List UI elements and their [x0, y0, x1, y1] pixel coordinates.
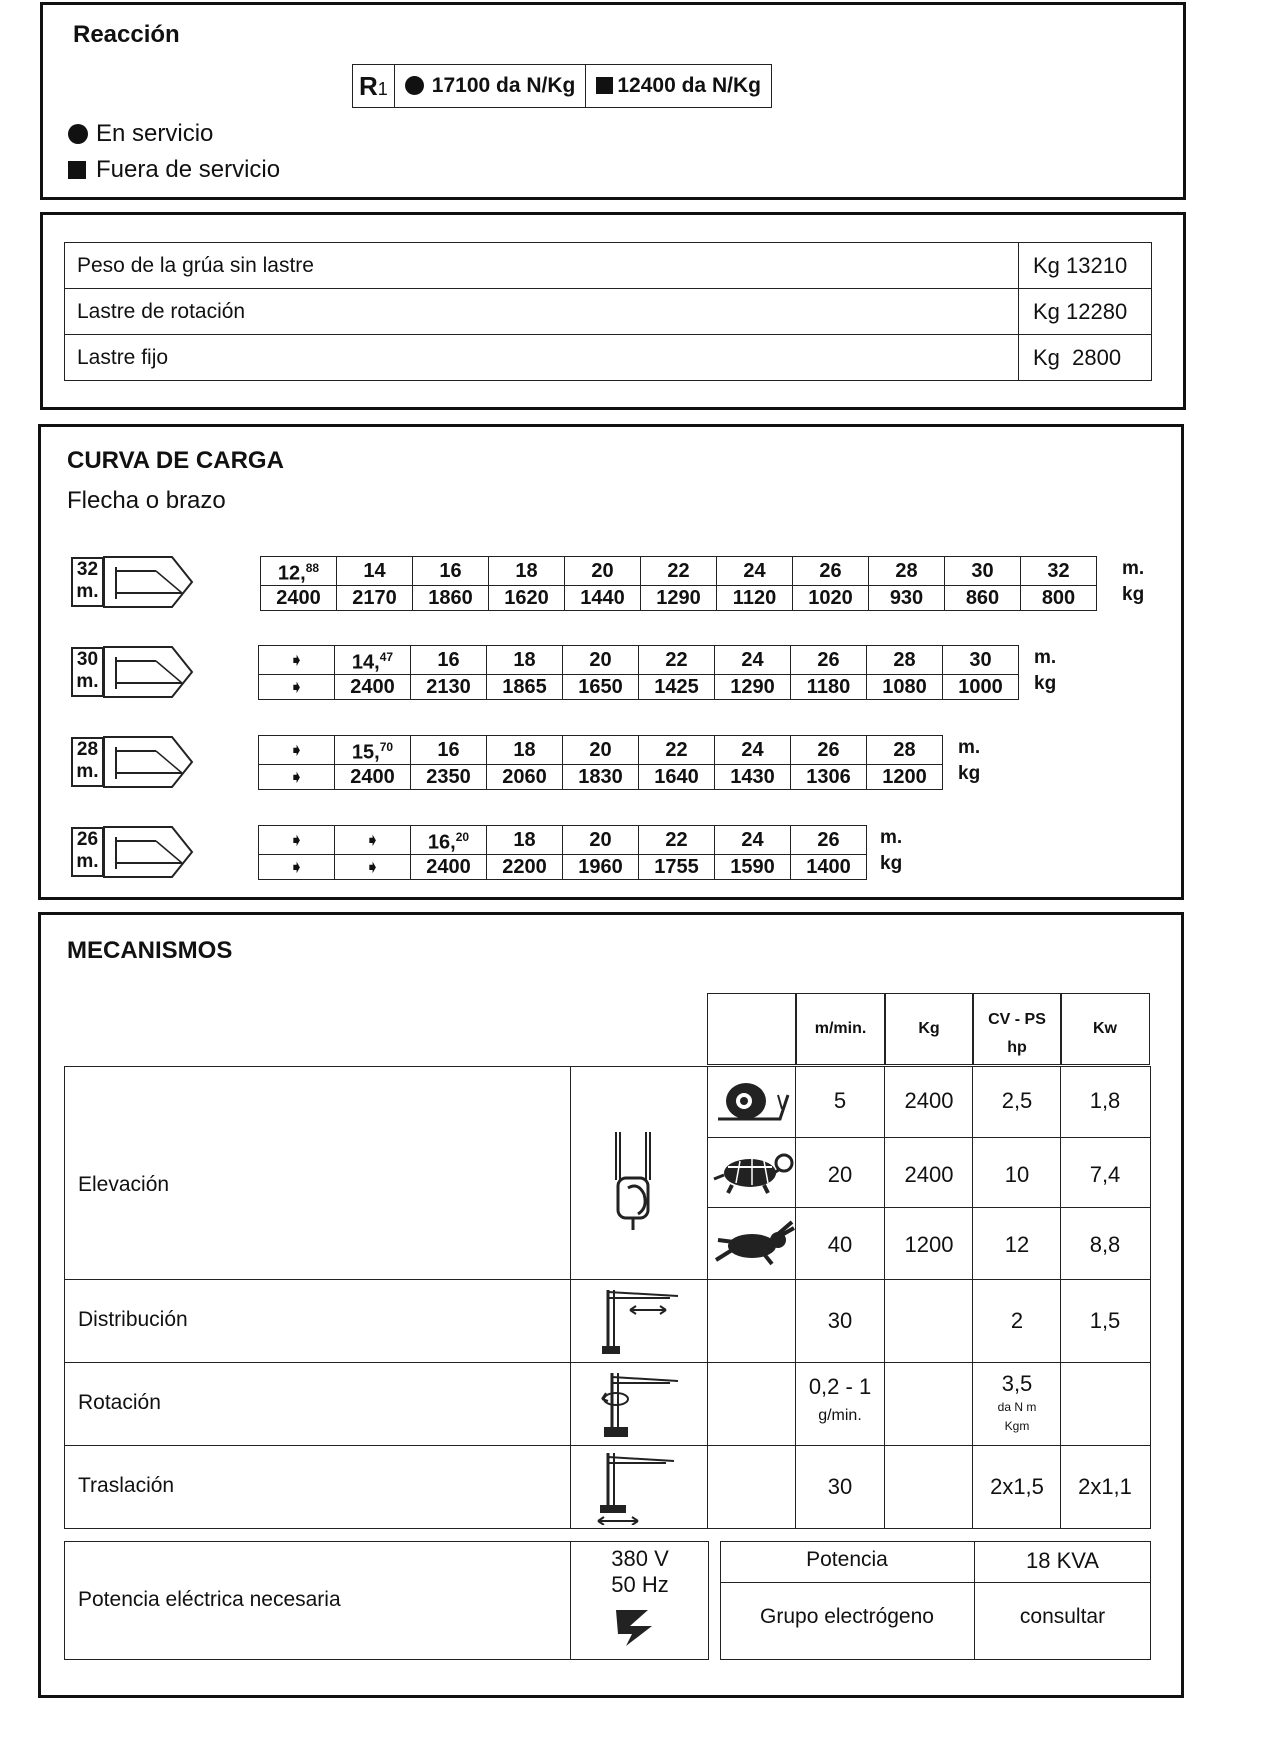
load-table-30	[258, 645, 1019, 700]
load-cell: 1830	[563, 764, 639, 789]
r1-label	[353, 65, 395, 108]
distance-cell: 20	[563, 736, 639, 765]
distance-cell: 22	[639, 826, 715, 855]
load-cell: 1865	[487, 674, 563, 699]
load-cell: 2400	[261, 585, 337, 610]
distance-cell: 26	[791, 826, 867, 855]
load-cell: 1620	[489, 585, 565, 610]
jib-32-icon	[64, 555, 194, 611]
rotacion-cv-unit2: Kgm	[1004, 1419, 1030, 1433]
jib-length: 26	[76, 829, 99, 850]
load-cell: 2400	[335, 674, 411, 699]
distance-cell: 14,47	[335, 646, 411, 675]
distance-cell: 30	[943, 646, 1019, 675]
speed-header: m/min.	[795, 993, 886, 1065]
distance-cell: 26	[791, 646, 867, 675]
load-cell: 1290	[641, 585, 717, 610]
distance-row	[259, 646, 1019, 675]
distribucion-speed: 30	[827, 1308, 853, 1333]
jib-unit: m.	[76, 851, 99, 872]
grid-line	[64, 1445, 1151, 1446]
en-servicio-reaction	[394, 65, 586, 108]
distance-row	[259, 826, 867, 855]
grid-line	[707, 1207, 1151, 1208]
distance-cell: 16,20	[411, 826, 487, 855]
load-table-26	[258, 825, 867, 880]
load-row	[261, 585, 1097, 610]
load-cell: 1120	[717, 585, 793, 610]
fuera-servicio-value: 12400 da N/Kg	[617, 74, 761, 97]
distance-cell: 26	[791, 736, 867, 765]
legend-en-servicio	[68, 120, 213, 148]
snail-icon	[714, 1077, 794, 1127]
grid-line	[720, 1582, 1151, 1583]
table-row	[65, 289, 1152, 335]
grid-line	[707, 1066, 708, 1529]
jib-30-icon	[64, 645, 194, 701]
load-cell: 800	[1021, 585, 1097, 610]
kg-header: Kg	[884, 993, 974, 1065]
crane-rotation-icon	[598, 1369, 680, 1439]
distance-cell: 24	[715, 736, 791, 765]
grupo-electrogeno-label: Grupo electrógeno	[760, 1605, 934, 1628]
rotacion-speed-unit: g/min.	[818, 1407, 862, 1424]
unit-m: m.	[1122, 558, 1145, 579]
load-cell: 1440	[565, 585, 641, 610]
circle-icon	[68, 124, 88, 144]
curva-title: CURVA DE CARGA	[67, 447, 284, 474]
load-cell: 1020	[793, 585, 869, 610]
unit-kg: kg	[880, 853, 903, 874]
reaccion-title: Reacción	[73, 21, 180, 48]
jib-26-icon	[64, 825, 194, 881]
voltage-label	[571, 1546, 709, 1598]
turtle-icon	[712, 1145, 796, 1197]
distance-cell: 18	[489, 557, 565, 586]
arrow-icon: ➧	[259, 646, 335, 675]
distance-row	[259, 736, 943, 765]
arrow-icon: ➧	[259, 764, 335, 789]
r-subscript: 1	[377, 78, 388, 99]
voltage-value: 380 V	[611, 1546, 669, 1571]
distance-row	[261, 557, 1097, 586]
load-cell: 1000	[943, 674, 1019, 699]
curva-subtitle: Flecha o brazo	[67, 487, 226, 514]
pesos-table	[64, 242, 1152, 381]
grid-line	[570, 1066, 571, 1529]
hp-label: hp	[1007, 1039, 1027, 1056]
load-row	[259, 674, 1019, 699]
grid-line	[884, 1066, 885, 1529]
distribucion-cv: 2	[1010, 1308, 1024, 1333]
jib-unit: m.	[76, 581, 99, 602]
traslacion-cv: 2x1,5	[990, 1474, 1044, 1499]
jib-length: 30	[76, 649, 99, 670]
units-26	[880, 825, 902, 877]
load-cell: 930	[869, 585, 945, 610]
distance-cell: 16	[413, 557, 489, 586]
distance-cell: 20	[565, 557, 641, 586]
jib-length-label	[71, 647, 104, 697]
distance-cell: 18	[487, 826, 563, 855]
traslacion-kw: 2x1,1	[1078, 1474, 1132, 1499]
kw-header: Kw	[1060, 993, 1150, 1065]
load-cell: 2170	[337, 585, 413, 610]
distance-cell: 24	[717, 557, 793, 586]
elevacion-label: Elevación	[78, 1173, 170, 1196]
load-cell: 1080	[867, 674, 943, 699]
load-cell: 2400	[411, 854, 487, 879]
distance-cell: 20	[563, 826, 639, 855]
grid-line	[64, 1362, 1151, 1363]
load-cell: 2060	[487, 764, 563, 789]
arrow-icon: ➧	[335, 854, 411, 879]
rotacion-cv-unit: da N m	[997, 1400, 1037, 1414]
elev-snail-kw: 1,8	[1089, 1088, 1121, 1113]
rotacion-speed	[795, 1374, 885, 1429]
distance-cell: 28	[867, 736, 943, 765]
distance-cell: 12,88	[261, 557, 337, 586]
rabbit-icon	[712, 1218, 796, 1268]
lastre-rotacion-value: Kg 12280	[1019, 289, 1152, 335]
jib-28-icon	[64, 735, 194, 791]
distance-cell: 20	[563, 646, 639, 675]
potencia-label: Potencia	[806, 1548, 888, 1571]
arrow-icon: ➧	[335, 826, 411, 855]
elev-turtle-kg: 2400	[904, 1162, 954, 1187]
crane-trolley-icon	[600, 1286, 680, 1356]
load-cell: 1180	[791, 674, 867, 699]
circle-icon	[405, 76, 424, 95]
load-cell: 860	[945, 585, 1021, 610]
jib-length: 32	[76, 559, 99, 580]
elev-turtle-cv: 10	[1004, 1162, 1030, 1187]
jib-length: 28	[76, 739, 99, 760]
load-cell: 1430	[715, 764, 791, 789]
arrow-icon: ➧	[259, 854, 335, 879]
distance-cell: 15,70	[335, 736, 411, 765]
load-cell: 1650	[563, 674, 639, 699]
elev-snail-cv: 2,5	[1001, 1088, 1033, 1113]
load-cell: 1590	[715, 854, 791, 879]
distance-cell: 22	[639, 646, 715, 675]
jib-unit: m.	[76, 761, 99, 782]
distribucion-kw: 1,5	[1089, 1308, 1121, 1333]
load-table-32	[260, 556, 1097, 611]
table-row	[65, 243, 1152, 289]
unit-kg: kg	[958, 763, 981, 784]
load-table-28	[258, 735, 943, 790]
grupo-electrogeno-value: consultar	[1019, 1605, 1106, 1628]
distance-cell: 26	[793, 557, 869, 586]
distance-cell: 16	[411, 736, 487, 765]
distance-cell: 28	[869, 557, 945, 586]
lastre-fijo-value: Kg 2800	[1019, 335, 1152, 381]
units-28	[958, 735, 980, 787]
elev-rabbit-cv: 12	[1004, 1232, 1030, 1257]
jib-length-label	[71, 737, 104, 787]
cv-label: CV - PS	[988, 1011, 1046, 1028]
peso-grua-label: Peso de la grúa sin lastre	[65, 243, 1019, 289]
load-cell: 1200	[867, 764, 943, 789]
load-cell: 1400	[791, 854, 867, 879]
elev-rabbit-kg: 1200	[904, 1232, 954, 1257]
distance-cell: 22	[639, 736, 715, 765]
frequency-value: 50 Hz	[611, 1572, 669, 1597]
jib-unit: m.	[76, 671, 99, 692]
distance-cell: 24	[715, 646, 791, 675]
load-cell: 2350	[411, 764, 487, 789]
distance-cell: 24	[715, 826, 791, 855]
peso-grua-value: Kg 13210	[1019, 243, 1152, 289]
distance-cell: 22	[641, 557, 717, 586]
distance-cell: 18	[487, 736, 563, 765]
fuera-servicio-reaction	[586, 65, 772, 108]
load-cell: 1960	[563, 854, 639, 879]
distance-cell: 32	[1021, 557, 1097, 586]
distance-cell: 14	[337, 557, 413, 586]
load-cell: 1755	[639, 854, 715, 879]
lastre-rotacion-label: Lastre de rotación	[65, 289, 1019, 335]
load-cell: 1425	[639, 674, 715, 699]
arrow-icon: ➧	[259, 736, 335, 765]
elev-snail-kg: 2400	[904, 1088, 954, 1113]
legend-fuera-servicio-label: Fuera de servicio	[96, 156, 281, 183]
load-row	[259, 764, 943, 789]
rotacion-speed-value: 0,2 - 1	[808, 1374, 872, 1399]
reaccion-table	[352, 64, 772, 108]
traslacion-speed: 30	[827, 1474, 853, 1499]
jib-length-label	[71, 827, 104, 877]
elev-turtle-speed: 20	[827, 1162, 853, 1187]
legend-fuera-servicio	[68, 156, 280, 184]
potencia-value: 18 KVA	[1026, 1548, 1099, 1573]
load-cell: 1290	[715, 674, 791, 699]
distance-cell: 16	[411, 646, 487, 675]
r-letter: R	[359, 70, 378, 101]
grid-line	[972, 1066, 973, 1529]
grid-line	[64, 1279, 1151, 1280]
distribucion-label: Distribución	[78, 1308, 188, 1331]
unit-m: m.	[880, 827, 903, 848]
potencia-electrica-label: Potencia eléctrica necesaria	[78, 1588, 341, 1611]
distance-cell: 18	[487, 646, 563, 675]
distance-cell: 30	[945, 557, 1021, 586]
square-icon	[596, 77, 613, 94]
crane-travel-icon	[596, 1449, 680, 1525]
legend-en-servicio-label: En servicio	[96, 120, 214, 147]
load-cell: 1306	[791, 764, 867, 789]
rotacion-label: Rotación	[78, 1391, 161, 1414]
elev-turtle-kw: 7,4	[1089, 1162, 1121, 1187]
grid-line	[707, 1137, 1151, 1138]
load-cell: 2400	[335, 764, 411, 789]
unit-kg: kg	[1122, 584, 1145, 605]
load-row	[259, 854, 867, 879]
rotacion-cv-value: 3,5	[1001, 1371, 1033, 1396]
load-cell: 2130	[411, 674, 487, 699]
units-32	[1122, 556, 1144, 608]
grid-line	[1060, 1066, 1061, 1529]
load-cell: 1640	[639, 764, 715, 789]
unit-kg: kg	[1034, 673, 1057, 694]
lightning-icon	[612, 1604, 664, 1648]
table-row	[65, 335, 1152, 381]
elev-rabbit-kw: 8,8	[1089, 1232, 1121, 1257]
square-icon	[68, 161, 86, 179]
arrow-icon: ➧	[259, 826, 335, 855]
icon-column-header	[707, 993, 797, 1065]
unit-m: m.	[1034, 647, 1057, 668]
lastre-fijo-label: Lastre fijo	[65, 335, 1019, 381]
distance-cell: 28	[867, 646, 943, 675]
unit-m: m.	[958, 737, 981, 758]
load-cell: 2200	[487, 854, 563, 879]
jib-length-label	[71, 557, 104, 607]
elev-snail-speed: 5	[833, 1088, 847, 1113]
traslacion-label: Traslación	[78, 1474, 175, 1497]
cv-header	[972, 993, 1062, 1065]
arrow-icon: ➧	[259, 674, 335, 699]
en-servicio-value: 17100 da N/Kg	[431, 74, 576, 97]
rotacion-cv	[972, 1372, 1062, 1434]
hook-icon	[610, 1130, 660, 1235]
elev-rabbit-speed: 40	[827, 1232, 853, 1257]
grid-line	[795, 1066, 796, 1529]
units-30	[1034, 645, 1056, 697]
load-cell: 1860	[413, 585, 489, 610]
mecanismos-title: MECANISMOS	[67, 937, 233, 964]
